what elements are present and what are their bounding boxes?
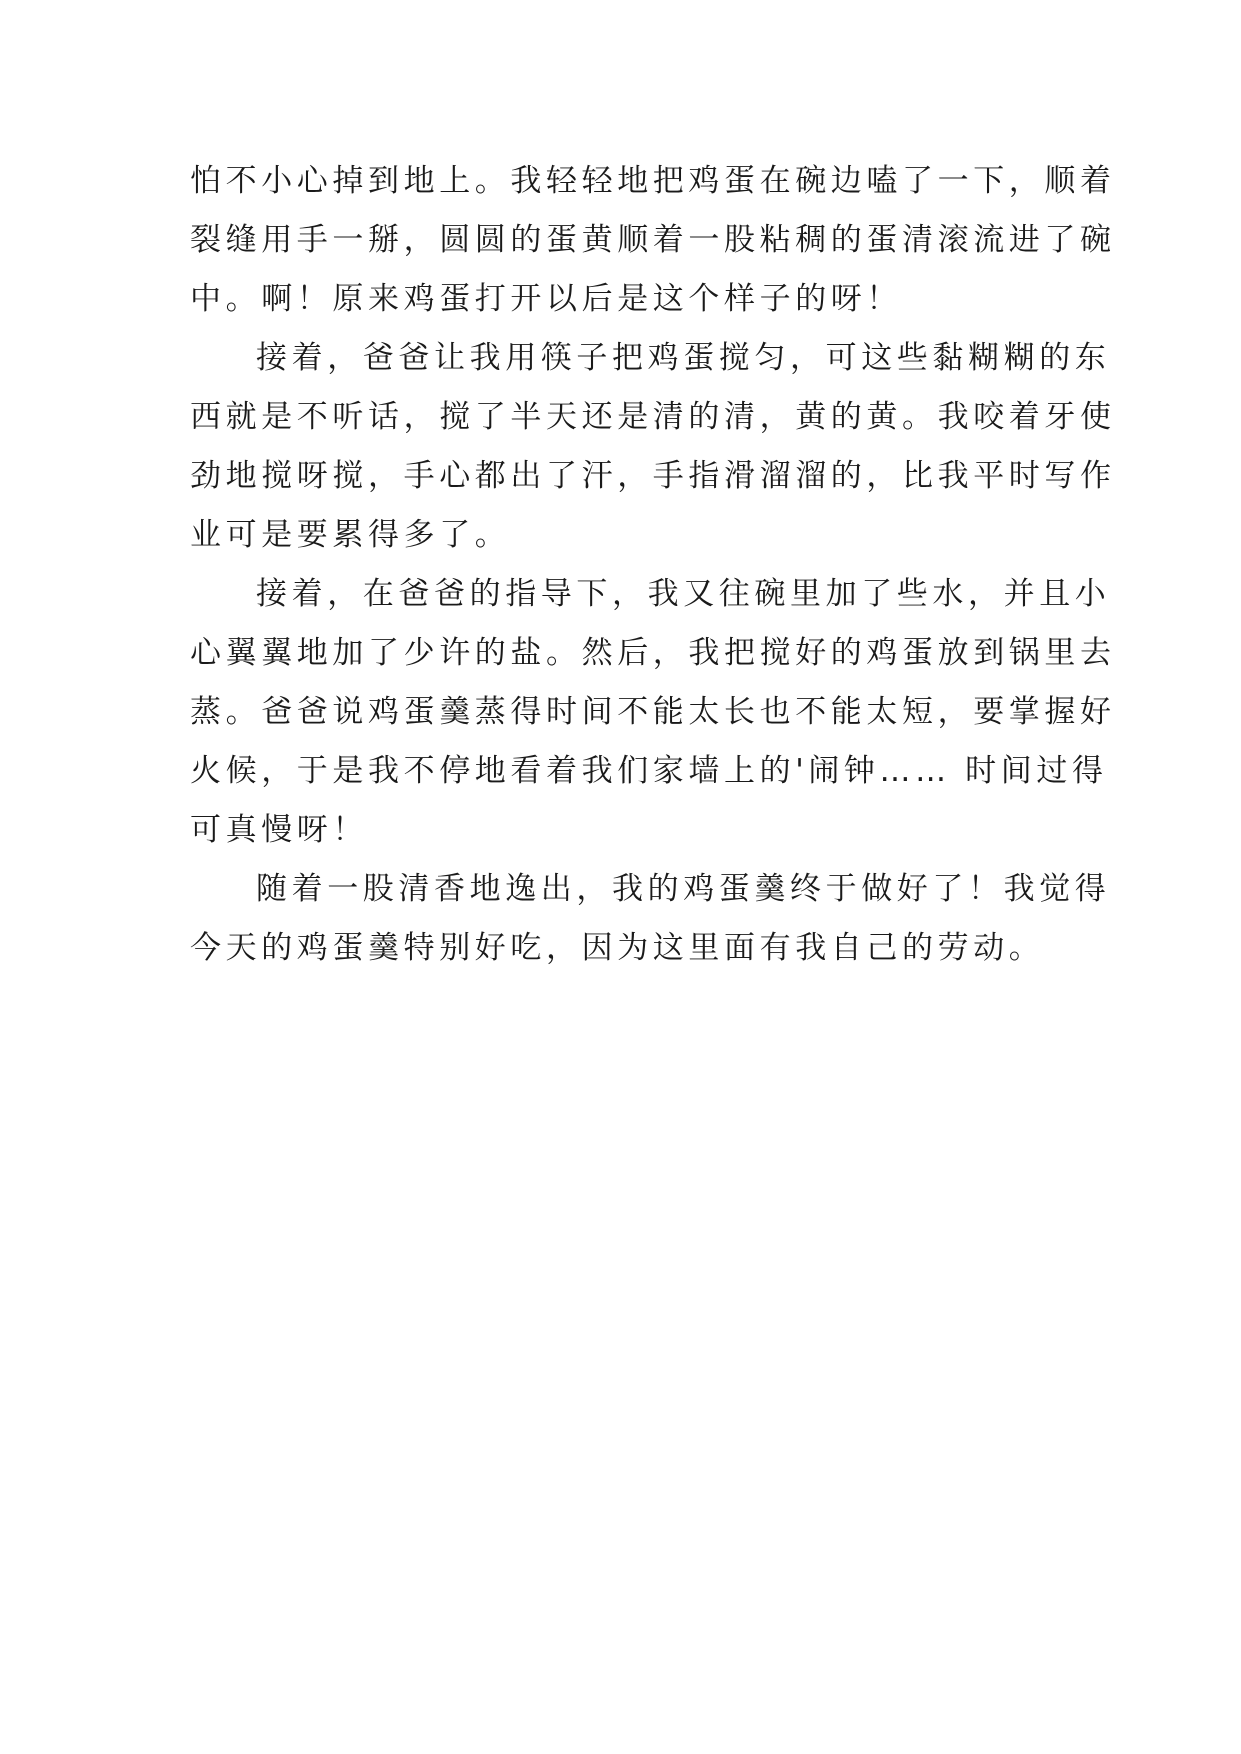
text-line: 蒸。爸爸说鸡蛋羹蒸得时间不能太长也不能太短，要掌握好 — [190, 694, 1116, 730]
text-line: 怕不小心掉到地上。我轻轻地把鸡蛋在碗边嗑了一下，顺着 — [190, 163, 1116, 199]
document-body — [190, 152, 1116, 978]
paragraph-first-line: 接着，爸爸让我用筷子把鸡蛋搅匀，可这些黏糊糊的东 — [256, 340, 1111, 376]
text-line: 可真慢呀！ — [190, 812, 368, 848]
paragraph-first-line: 随着一股清香地逸出，我的鸡蛋羹终于做好了！我觉得 — [256, 871, 1111, 907]
text-line: 火候，于是我不停地看着我们家墙上的'闹钟…… 时间过得 — [190, 753, 1108, 789]
text-line: 裂缝用手一掰，圆圆的蛋黄顺着一股粘稠的蛋清滚流进了碗 — [190, 222, 1116, 258]
text-line: 今天的鸡蛋羹特别好吃，因为这里面有我自己的劳动。 — [190, 930, 1045, 966]
text-line: 中。啊！原来鸡蛋打开以后是这个样子的呀！ — [190, 281, 902, 317]
text-line: 西就是不听话，搅了半天还是清的清，黄的黄。我咬着牙使 — [190, 399, 1116, 435]
paragraph-first-line: 接着，在爸爸的指导下，我又往碗里加了些水，并且小 — [256, 576, 1111, 612]
text-line: 劲地搅呀搅，手心都出了汗，手指滑溜溜的，比我平时写作 — [190, 458, 1116, 494]
text-line: 业可是要累得多了。 — [190, 517, 511, 553]
text-line: 心翼翼地加了少许的盐。然后，我把搅好的鸡蛋放到锅里去 — [190, 635, 1116, 671]
